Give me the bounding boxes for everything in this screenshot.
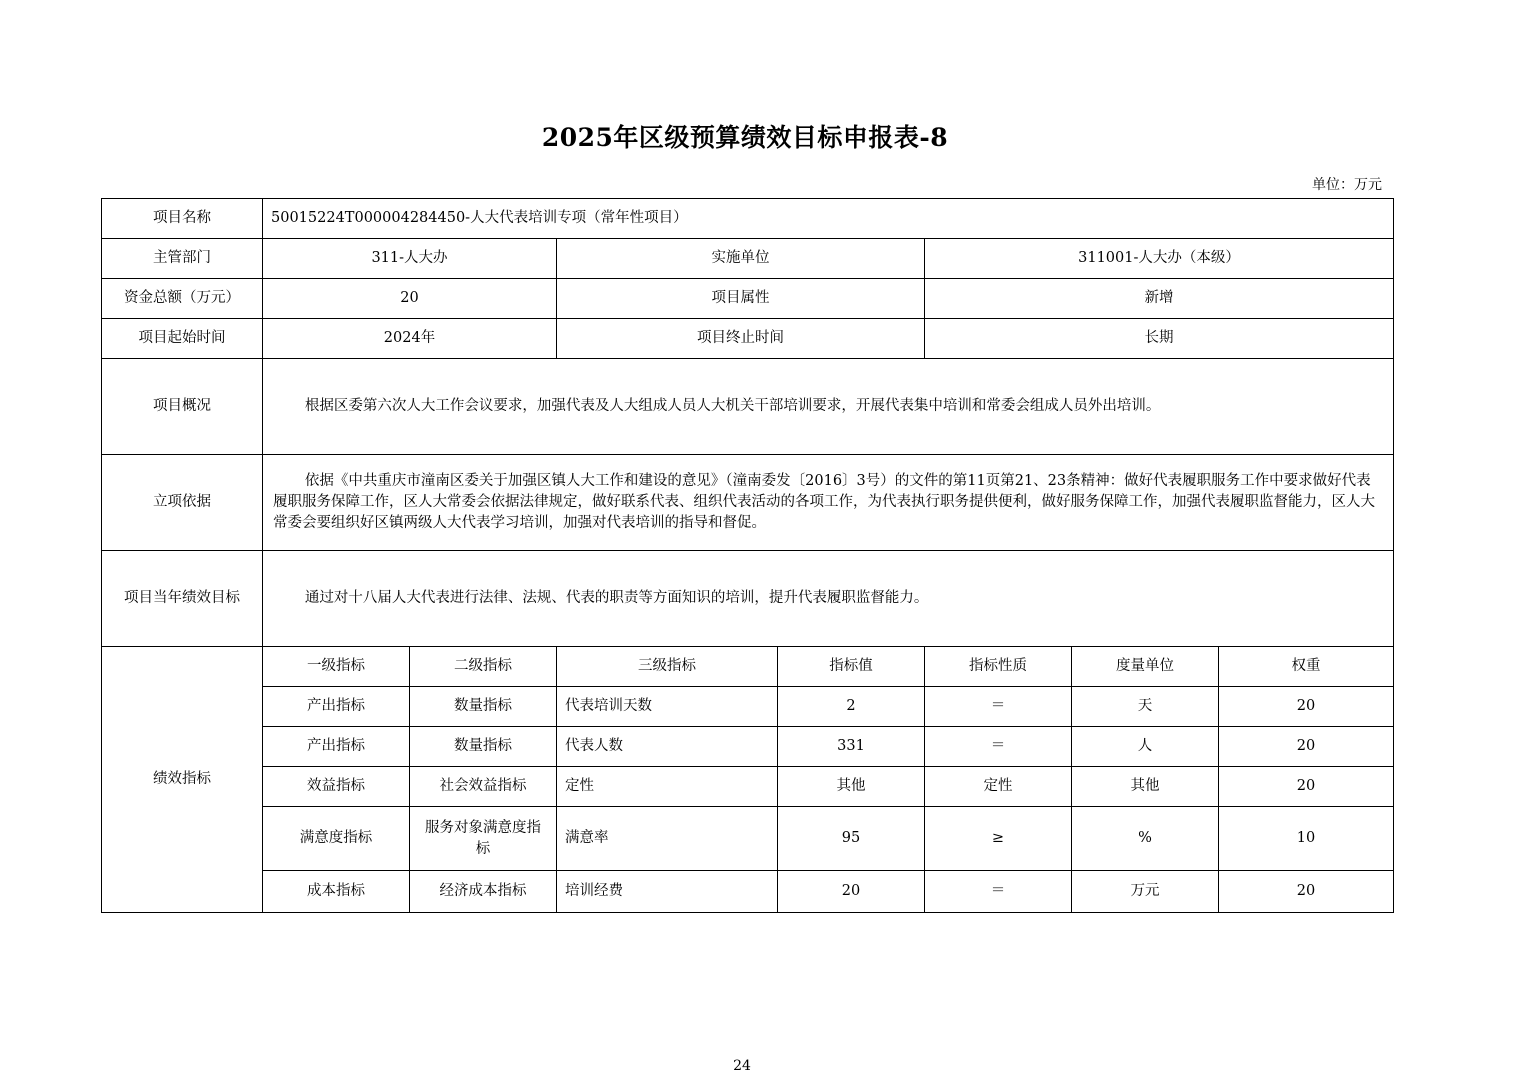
cell-weight: 10	[1219, 807, 1394, 871]
cell-value: 20	[778, 871, 925, 913]
cell-level3: 定性	[557, 767, 778, 807]
cell-value: 95	[778, 807, 925, 871]
cell-level2: 社会效益指标	[410, 767, 557, 807]
value-attribute: 新增	[925, 279, 1394, 319]
value-start: 2024年	[263, 319, 557, 359]
label-dept: 主管部门	[102, 239, 263, 279]
cell-level2: 经济成本指标	[410, 871, 557, 913]
cell-level3: 代表培训天数	[557, 687, 778, 727]
value-funds: 20	[263, 279, 557, 319]
value-project-name: 50015224T000004284450-人大代表培训专项（常年性项目）	[263, 199, 1394, 239]
cell-level2: 服务对象满意度指标	[410, 807, 557, 871]
page-number: 24	[733, 1058, 751, 1074]
label-basis: 立项依据	[102, 455, 263, 551]
label-start: 项目起始时间	[102, 319, 263, 359]
cell-level1: 产出指标	[263, 687, 410, 727]
cell-weight: 20	[1219, 727, 1394, 767]
cell-level2: 数量指标	[410, 727, 557, 767]
indicator-row	[102, 767, 1394, 807]
header-weight: 权重	[1219, 647, 1394, 687]
header-level1: 一级指标	[263, 647, 410, 687]
cell-unit: 万元	[1072, 871, 1219, 913]
indicator-row	[102, 807, 1394, 871]
cell-unit: 其他	[1072, 767, 1219, 807]
cell-nature: ＝	[925, 687, 1072, 727]
cell-weight: 20	[1219, 767, 1394, 807]
cell-unit: 人	[1072, 727, 1219, 767]
header-unit: 度量单位	[1072, 647, 1219, 687]
label-overview: 项目概况	[102, 359, 263, 455]
indicator-row	[102, 871, 1394, 913]
header-value: 指标值	[778, 647, 925, 687]
cell-value: 331	[778, 727, 925, 767]
cell-nature: ＝	[925, 727, 1072, 767]
header-level2: 二级指标	[410, 647, 557, 687]
row-project-name	[102, 199, 1394, 239]
cell-value: 其他	[778, 767, 925, 807]
cell-unit: 天	[1072, 687, 1219, 727]
cell-level2: 数量指标	[410, 687, 557, 727]
budget-performance-table	[101, 198, 1394, 913]
row-overview	[102, 359, 1394, 455]
value-overview: 根据区委第六次人大工作会议要求，加强代表及人大组成人员人大机关干部培训要求，开展代表集中培训和常委会组成人员外出培训。	[263, 359, 1394, 455]
row-period	[102, 319, 1394, 359]
unit-label: 单位：万元	[1312, 177, 1382, 193]
label-indicators: 绩效指标	[102, 647, 263, 913]
label-project-name: 项目名称	[102, 199, 263, 239]
row-basis	[102, 455, 1394, 551]
header-level3: 三级指标	[557, 647, 778, 687]
value-impl-unit: 311001-人大办（本级）	[925, 239, 1394, 279]
cell-nature: ＝	[925, 871, 1072, 913]
value-end: 长期	[925, 319, 1394, 359]
cell-level1: 产出指标	[263, 727, 410, 767]
cell-level3: 满意率	[557, 807, 778, 871]
label-goal: 项目当年绩效目标	[102, 551, 263, 647]
value-dept: 311-人大办	[263, 239, 557, 279]
cell-nature: ≥	[925, 807, 1072, 871]
row-funds	[102, 279, 1394, 319]
cell-weight: 20	[1219, 687, 1394, 727]
value-basis: 依据《中共重庆市潼南区委关于加强区镇人大工作和建设的意见》（潼南委发〔2016〕3号）的文件的第11页第21、23条精神：做好代表履职服务工作中要求做好代表履职服务保障工作，区人大常委会依据法律规定，做好联系代表、组织代表活动的各项工作，为代表执行职务提供便利，做好服务保障工作，加强代表履职监督能力，区人大常委会要组织好区镇两级人大代表学习培训，加强对代表培训的指导和督促。	[263, 455, 1394, 551]
cell-level1: 效益指标	[263, 767, 410, 807]
indicator-row	[102, 727, 1394, 767]
cell-level1: 成本指标	[263, 871, 410, 913]
label-impl-unit: 实施单位	[557, 239, 925, 279]
cell-level1: 满意度指标	[263, 807, 410, 871]
row-goal	[102, 551, 1394, 647]
indicator-header-row	[102, 647, 1394, 687]
label-attribute: 项目属性	[557, 279, 925, 319]
cell-level3: 培训经费	[557, 871, 778, 913]
cell-level3: 代表人数	[557, 727, 778, 767]
header-nature: 指标性质	[925, 647, 1072, 687]
indicator-row	[102, 687, 1394, 727]
label-funds: 资金总额（万元）	[102, 279, 263, 319]
cell-unit: %	[1072, 807, 1219, 871]
page-title: 2025年区级预算绩效目标申报表-8	[541, 123, 949, 152]
cell-nature: 定性	[925, 767, 1072, 807]
row-dept	[102, 239, 1394, 279]
cell-value: 2	[778, 687, 925, 727]
label-end: 项目终止时间	[557, 319, 925, 359]
cell-weight: 20	[1219, 871, 1394, 913]
value-goal: 通过对十八届人大代表进行法律、法规、代表的职责等方面知识的培训，提升代表履职监督能力。	[263, 551, 1394, 647]
